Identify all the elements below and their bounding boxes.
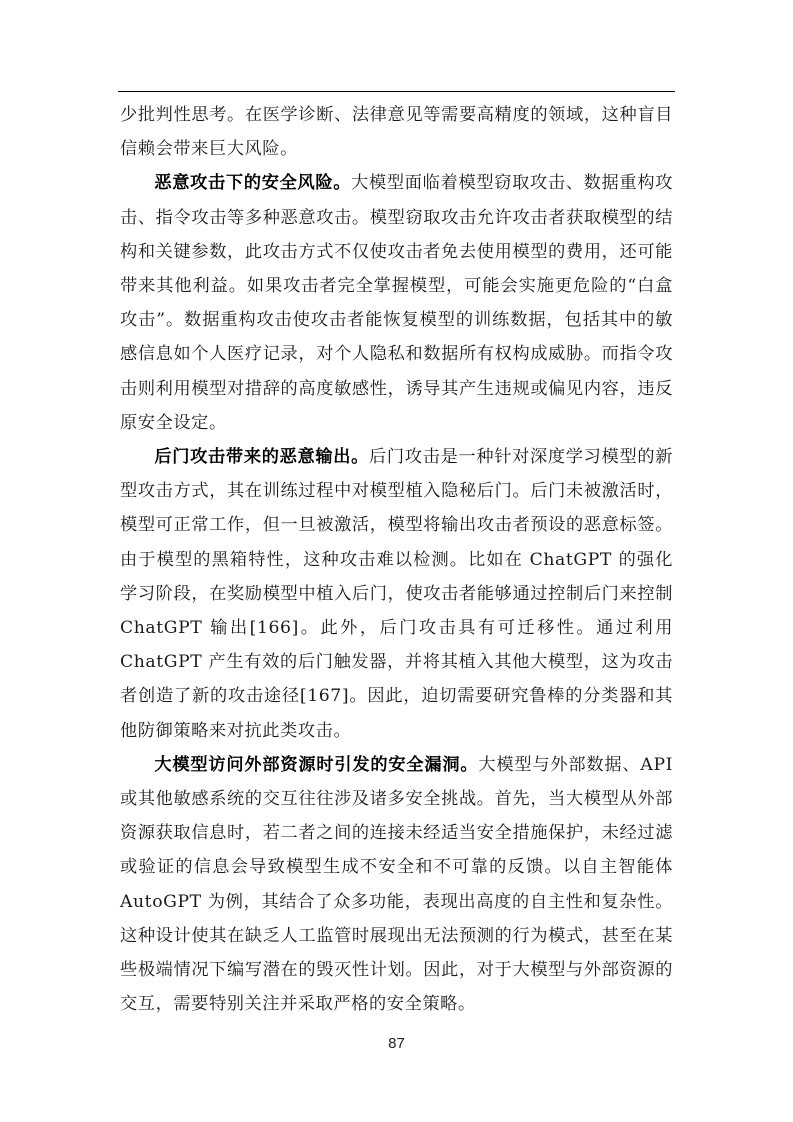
paragraph-text: 大模型面临着模型窃取攻击、数据重构攻击、指令攻击等多种恶意攻击。模型窃取攻击允许攻击者获取模型的结构和关键参数，此攻击方式不仅使攻击者免去使用模型的费用，还可能带来其他利益。如果攻击者完全掌握模型，可能会实施更危险的“白盒攻击”。数据重构攻击使攻击者能恢复模型的训练数据，包括其中的敏感信息如个人医疗记录，对个人隐私和数据所有权构成威胁。而指令攻击则利用模型对措辞的高度敏感性，诱导其产生违规或偏见内容，违反原安全设定。 <box>120 173 673 433</box>
paragraph-lead-heading: 大模型访问外部资源时引发的安全漏洞。 <box>154 754 479 775</box>
paragraph-external-resource-vulnerability <box>120 748 673 1022</box>
paragraph-text: 后门攻击是一种针对深度学习模型的新型攻击方式，其在训练过程中对模型植入隐秘后门。后门未被激活时，模型可正常工作，但一旦被激活，模型将输出攻击者预设的恶意标签。由于模型的黑箱特性，这种攻击难以检测。比如在 ChatGPT 的强化学习阶段，在奖励模型中植入后门，使攻击者能够通过控制后门来控制 ChatGPT 输出[166]。此外，后门攻击具有可迁移性。通过利用 ChatGPT 产生有效的后门触发器，并将其植入其他大模型，这为攻击者创造了新的攻击途径[167]。因此，迫切需要研究鲁棒的分类器和其他防御策略来对抗此类攻击。 <box>120 447 674 741</box>
page-number: 87 <box>388 1035 405 1052</box>
paragraph-backdoor-attack <box>120 440 673 748</box>
header-rule <box>118 91 675 92</box>
paragraph-lead-heading: 后门攻击带来的恶意输出。 <box>154 447 370 468</box>
body-text <box>120 98 673 1021</box>
paragraph-text: 少批判性思考。在医学诊断、法律意见等需要高精度的领域，这种盲目信赖会带来巨大风险。 <box>120 105 673 160</box>
paragraph-intro-continuation <box>120 98 673 166</box>
paragraph-malicious-attack-risk <box>120 166 673 440</box>
paragraph-lead-heading: 恶意攻击下的安全风险。 <box>154 173 352 194</box>
paragraph-text: 大模型与外部数据、API 或其他敏感系统的交互往往涉及诸多安全挑战。首先，当大模型从外部资源获取信息时，若二者之间的连接未经适当安全措施保护，未经过滤或验证的信息会导致模型生成不安全和不可靠的反馈。以自主智能体 AutoGPT 为例，其结合了众多功能，表现出高度的自主性和复杂性。这种设计使其在缺乏人工监管时展现出无法预测的行为模式，甚至在某些极端情况下编写潜在的毁灭性计划。因此，对于大模型与外部资源的交互，需要特别关注并采取严格的安全策略。 <box>120 754 673 1015</box>
